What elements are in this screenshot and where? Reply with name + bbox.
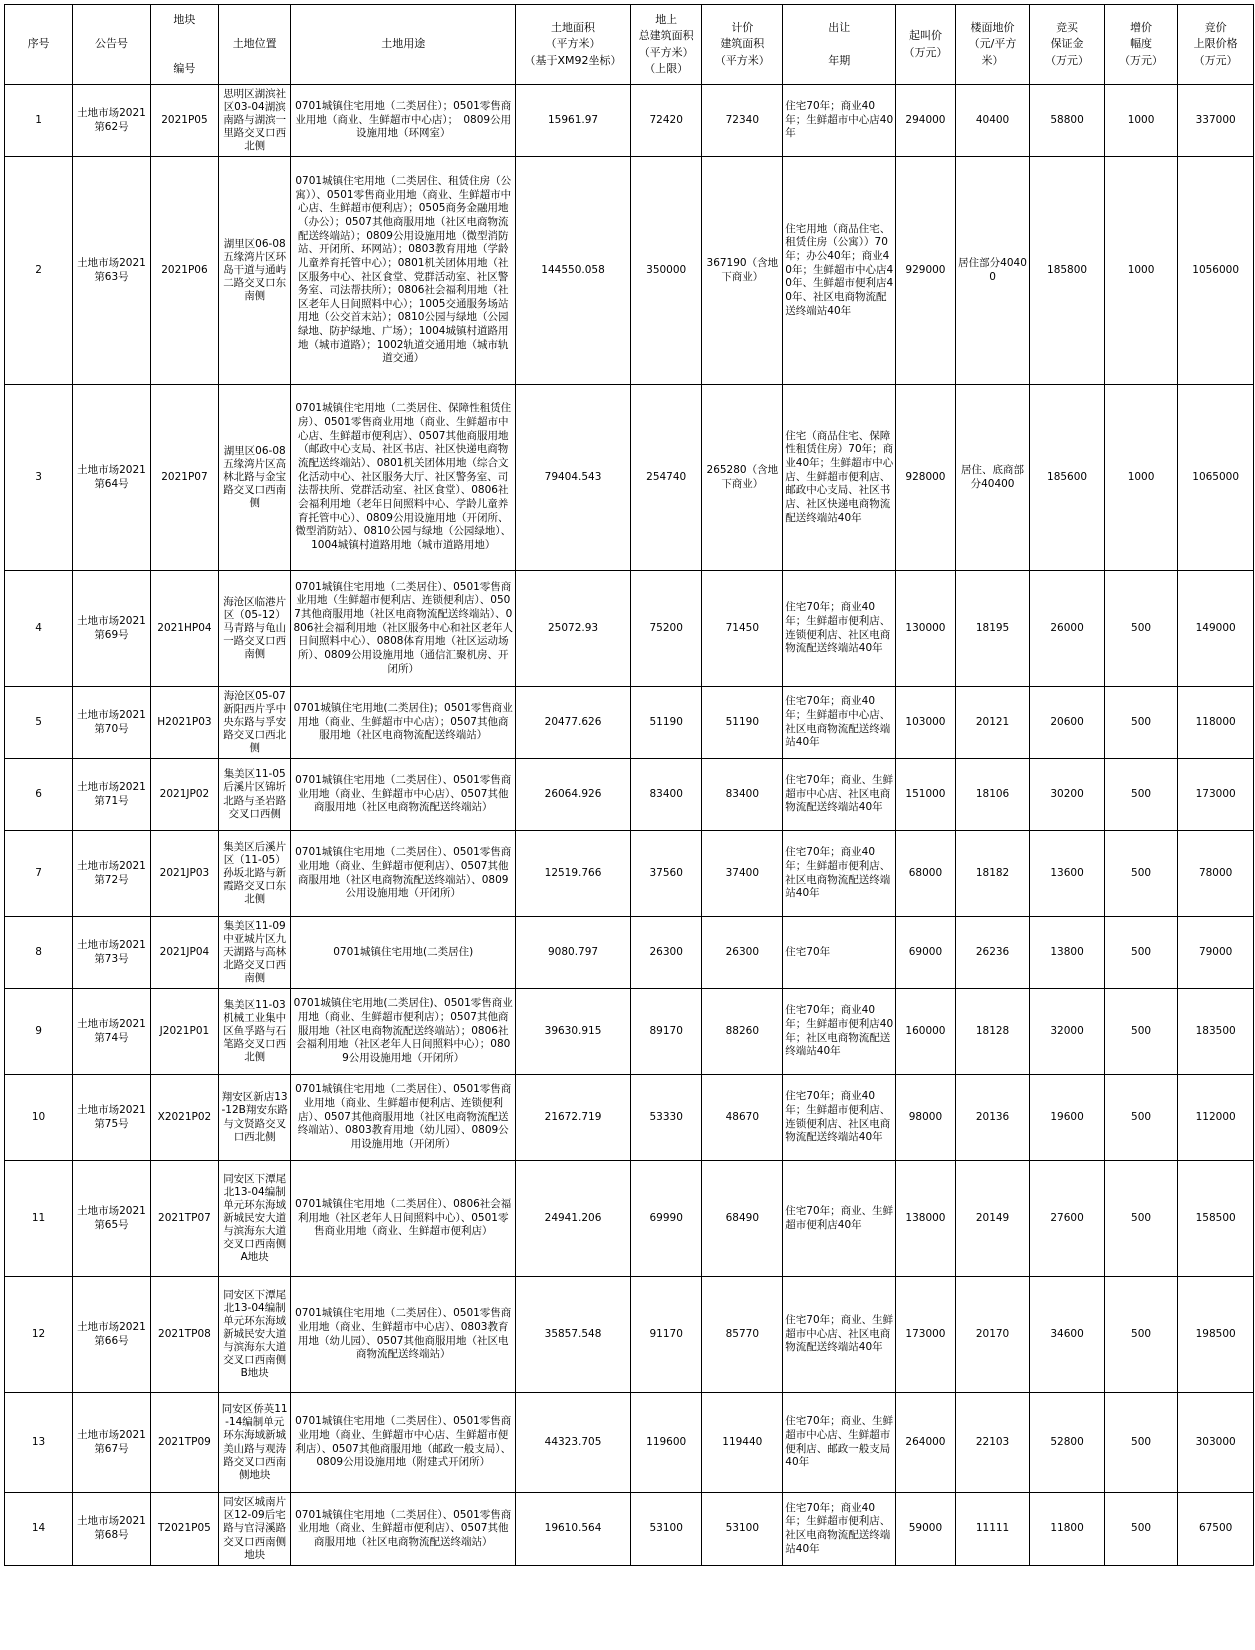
cell-notice: 土地市场2021第65号 [73,1161,151,1277]
cell-term: 住宅70年；商业、生鲜超市中心店、社区电商物流配送终端站40年 [783,759,896,831]
cell-pricing-gfa: 51190 [702,687,783,759]
header-seq: 序号 [5,5,73,85]
cell-code: 2021HP04 [150,571,218,687]
cell-use: 0701城镇住宅用地（二类居住）、0501零售商业用地（商业、生鲜超市便利店）、0507其他商服用地（社区电商物流配送终端站） [291,1493,516,1566]
cell-location: 集美区后溪片区（11-05）孙坂北路与新霞路交叉口东北侧 [219,831,291,917]
cell-start-price: 138000 [896,1161,956,1277]
cell-use: 0701城镇住宅用地(二类居住)；0501零售商业用地（商业、生鲜超市中心店）；0507其他商服用地（社区电商物流配送终端站） [291,687,516,759]
cell-ground-gfa: 75200 [631,571,702,687]
cell-use: 0701城镇住宅用地（二类居住）；0501零售商业用地（商业、生鲜超市中心店）； 0809公用设施用地（环网室） [291,85,516,157]
cell-location: 思明区湖滨社区03-04湖滨南路与湖滨一里路交叉口西北侧 [219,85,291,157]
cell-notice: 土地市场2021第75号 [73,1075,151,1161]
cell-notice: 土地市场2021第71号 [73,759,151,831]
cell-increment: 500 [1104,1393,1177,1493]
cell-location: 湖里区06-08五缘湾片区环岛干道与通屿二路交叉口东南侧 [219,157,291,385]
cell-cap-price: 1056000 [1178,157,1254,385]
cell-start-price: 151000 [896,759,956,831]
cell-use: 0701城镇住宅用地(二类居住) [291,917,516,989]
header-increment: 增价 幅度 （万元） [1104,5,1177,85]
header-deposit: 竞买 保证金 （万元） [1030,5,1105,85]
header-start-price: 起叫价 （万元） [896,5,956,85]
cell-pricing-gfa: 48670 [702,1075,783,1161]
cell-code: 2021P07 [150,385,218,571]
cell-use: 0701城镇住宅用地（二类居住）、0501零售商业用地（商业、生鲜超市便利店、连锁便利店）、0507其他商服用地（社区电商物流配送终端站）、0803教育用地（幼儿园）、0809公用设施用地（开闭所） [291,1075,516,1161]
cell-seq: 3 [5,385,73,571]
cell-seq: 6 [5,759,73,831]
cell-cap-price: 149000 [1178,571,1254,687]
cell-code: T2021P05 [150,1493,218,1566]
cell-area: 35857.548 [516,1277,631,1393]
cell-use: 0701城镇住宅用地(二类居住)、0501零售商业用地（商业、生鲜超市便利店）；0507其他商服用地（社区电商物流配送终端站）；0806社会福利用地（社区老年人日间照料中心）；0809公用设施用地（开闭所） [291,989,516,1075]
header-use: 土地用途 [291,5,516,85]
cell-notice: 土地市场2021第63号 [73,157,151,385]
table-row [5,85,1254,157]
cell-use: 0701城镇住宅用地（二类居住、保障性租赁住房）、0501零售商业用地（商业、生鲜超市中心店、生鲜超市便利店）、0507其他商服用地（邮政中心支局、社区书店、社区快递电商物流配送终端站）、0801机关团体用地（综合文化活动中心、社区服务大厅、社区警务室、司法帮扶所、党群活动室、社区食堂）、0806社会福利用地（老年日间照料中心、学龄儿童养育托管中心）、0809公用设施用地（开闭所、微型消防站）、0810公园与绿地（公园绿地）、1004城镇村道路用地（城市道路用地） [291,385,516,571]
table-row [5,989,1254,1075]
land-auction-table [4,4,1254,1566]
cell-cap-price: 158500 [1178,1161,1254,1277]
table-row [5,687,1254,759]
cell-deposit: 34600 [1030,1277,1105,1393]
cell-seq: 14 [5,1493,73,1566]
cell-location: 集美区11-05后溪片区锦圻北路与圣岩路交叉口西侧 [219,759,291,831]
cell-area: 15961.97 [516,85,631,157]
cell-deposit: 30200 [1030,759,1105,831]
cell-notice: 土地市场2021第70号 [73,687,151,759]
cell-code: J2021P01 [150,989,218,1075]
cell-floor-price: 26236 [955,917,1030,989]
header-row [5,5,1254,85]
cell-increment: 1000 [1104,85,1177,157]
cell-floor-price: 20121 [955,687,1030,759]
cell-seq: 1 [5,85,73,157]
cell-use: 0701城镇住宅用地（二类居住）、0806社会福利用地（社区老年人日间照料中心）、0501零售商业用地（商业、生鲜超市便利店） [291,1161,516,1277]
cell-notice: 土地市场2021第74号 [73,989,151,1075]
cell-cap-price: 198500 [1178,1277,1254,1393]
cell-code: 2021TP09 [150,1393,218,1493]
cell-location: 同安区侨英11-14编制单元环东海域新城美山路与观涛路交叉口西南侧地块 [219,1393,291,1493]
cell-area: 25072.93 [516,571,631,687]
cell-area: 20477.626 [516,687,631,759]
cell-term: 住宅70年；商业40年；生鲜超市便利店、连锁便利店、社区电商物流配送终端站40年 [783,571,896,687]
cell-code: 2021P05 [150,85,218,157]
cell-pricing-gfa: 119440 [702,1393,783,1493]
header-code: 地块 编号 [150,5,218,85]
cell-seq: 10 [5,1075,73,1161]
cell-seq: 12 [5,1277,73,1393]
cell-floor-price: 18182 [955,831,1030,917]
cell-pricing-gfa: 71450 [702,571,783,687]
cell-area: 39630.915 [516,989,631,1075]
cell-increment: 500 [1104,687,1177,759]
cell-deposit: 52800 [1030,1393,1105,1493]
header-pricing-gfa: 计价 建筑面积 （平方米） [702,5,783,85]
cell-ground-gfa: 69990 [631,1161,702,1277]
cell-area: 21672.719 [516,1075,631,1161]
cell-use: 0701城镇住宅用地（二类居住）、0501零售商业用地（商业、生鲜超市便利店）、0507其他商服用地（社区电商物流配送终端站）、0809公用设施用地（开闭所） [291,831,516,917]
header-floor-price: 楼面地价 （元/平方 米） [955,5,1030,85]
cell-pricing-gfa: 53100 [702,1493,783,1566]
cell-term: 住宅70年；商业、生鲜超市中心店、社区电商物流配送终端站40年 [783,1277,896,1393]
cell-pricing-gfa: 85770 [702,1277,783,1393]
cell-notice: 土地市场2021第66号 [73,1277,151,1393]
cell-location: 集美区11-09中亚城片区九天湖路与高林北路交叉口西南侧 [219,917,291,989]
cell-code: 2021JP03 [150,831,218,917]
cell-term: 住宅70年；商业40年；生鲜超市中心店、社区电商物流配送终端站40年 [783,687,896,759]
cell-increment: 500 [1104,831,1177,917]
table-row [5,157,1254,385]
cell-area: 12519.766 [516,831,631,917]
cell-floor-price: 22103 [955,1393,1030,1493]
cell-start-price: 294000 [896,85,956,157]
cell-ground-gfa: 350000 [631,157,702,385]
cell-floor-price: 居住部分40400 [955,157,1030,385]
cell-seq: 2 [5,157,73,385]
cell-location: 海沧区临港片区（05-12）马青路与龟山一路交叉口西南侧 [219,571,291,687]
cell-pricing-gfa: 367190（含地下商业） [702,157,783,385]
cell-area: 9080.797 [516,917,631,989]
cell-term: 住宅70年；商业、生鲜超市中心店、生鲜超市便利店、邮政一般支局40年 [783,1393,896,1493]
cell-code: H2021P03 [150,687,218,759]
cell-location: 海沧区05-07新阳西片孚中央东路与孚安路交叉口西北侧 [219,687,291,759]
cell-increment: 500 [1104,1493,1177,1566]
cell-floor-price: 20149 [955,1161,1030,1277]
cell-use: 0701城镇住宅用地（二类居住）、0501零售商业用地（商业、生鲜超市中心店、生鲜超市便利店）、0507其他商服用地（邮政一般支局）、0809公用设施用地（附建式开闭所） [291,1393,516,1493]
cell-term: 住宅用地（商品住宅、租赁住房（公寓））70年；办公40年；商业40年；生鲜超市中心店40年、生鲜超市便利店40年、社区电商物流配送终端站40年 [783,157,896,385]
cell-deposit: 32000 [1030,989,1105,1075]
cell-ground-gfa: 119600 [631,1393,702,1493]
cell-code: 2021TP08 [150,1277,218,1393]
cell-start-price: 264000 [896,1393,956,1493]
cell-increment: 500 [1104,917,1177,989]
cell-area: 44323.705 [516,1393,631,1493]
cell-area: 24941.206 [516,1161,631,1277]
cell-deposit: 13800 [1030,917,1105,989]
table-row [5,917,1254,989]
cell-code: 2021JP04 [150,917,218,989]
cell-deposit: 58800 [1030,85,1105,157]
table-row [5,1393,1254,1493]
cell-pricing-gfa: 37400 [702,831,783,917]
cell-increment: 500 [1104,759,1177,831]
cell-cap-price: 183500 [1178,989,1254,1075]
cell-start-price: 59000 [896,1493,956,1566]
cell-location: 翔安区新店13-12B翔安东路与文贤路交叉口西北侧 [219,1075,291,1161]
cell-term: 住宅70年；商业、生鲜超市便利店40年 [783,1161,896,1277]
cell-ground-gfa: 89170 [631,989,702,1075]
cell-term: 住宅70年；商业40年；生鲜超市便利店、社区电商物流配送终端站40年 [783,831,896,917]
cell-location: 同安区下潭尾北13-04编制单元环东海域新城民安大道与滨海东大道交叉口西南侧B地块 [219,1277,291,1393]
cell-start-price: 928000 [896,385,956,571]
cell-seq: 8 [5,917,73,989]
cell-start-price: 130000 [896,571,956,687]
cell-floor-price: 居住、底商部分40400 [955,385,1030,571]
cell-increment: 1000 [1104,157,1177,385]
cell-seq: 5 [5,687,73,759]
cell-deposit: 185800 [1030,157,1105,385]
cell-increment: 500 [1104,989,1177,1075]
cell-increment: 1000 [1104,385,1177,571]
cell-ground-gfa: 91170 [631,1277,702,1393]
header-notice: 公告号 [73,5,151,85]
cell-floor-price: 11111 [955,1493,1030,1566]
cell-seq: 9 [5,989,73,1075]
cell-seq: 11 [5,1161,73,1277]
table-row [5,1277,1254,1393]
table-row [5,759,1254,831]
cell-deposit: 13600 [1030,831,1105,917]
cell-start-price: 173000 [896,1277,956,1393]
cell-pricing-gfa: 265280（含地下商业） [702,385,783,571]
cell-notice: 土地市场2021第73号 [73,917,151,989]
header-cap-price: 竞价 上限价格 （万元） [1178,5,1254,85]
header-area: 土地面积 （平方米） （基于XM92坐标） [516,5,631,85]
cell-ground-gfa: 53100 [631,1493,702,1566]
cell-code: 2021JP02 [150,759,218,831]
cell-cap-price: 303000 [1178,1393,1254,1493]
cell-location: 湖里区06-08五缘湾片区高林北路与金宝路交叉口西南侧 [219,385,291,571]
cell-seq: 13 [5,1393,73,1493]
cell-increment: 500 [1104,571,1177,687]
cell-pricing-gfa: 88260 [702,989,783,1075]
header-location: 土地位置 [219,5,291,85]
cell-area: 26064.926 [516,759,631,831]
cell-ground-gfa: 37560 [631,831,702,917]
cell-use: 0701城镇住宅用地（二类居住）、0501零售商业用地（商业、生鲜超市中心店）、0507其他商服用地（社区电商物流配送终端站） [291,759,516,831]
cell-cap-price: 79000 [1178,917,1254,989]
cell-ground-gfa: 254740 [631,385,702,571]
cell-pricing-gfa: 72340 [702,85,783,157]
cell-notice: 土地市场2021第68号 [73,1493,151,1566]
cell-deposit: 20600 [1030,687,1105,759]
cell-code: 2021P06 [150,157,218,385]
cell-pricing-gfa: 26300 [702,917,783,989]
cell-notice: 土地市场2021第64号 [73,385,151,571]
table-row [5,385,1254,571]
cell-start-price: 929000 [896,157,956,385]
cell-floor-price: 18195 [955,571,1030,687]
cell-cap-price: 337000 [1178,85,1254,157]
cell-floor-price: 18128 [955,989,1030,1075]
cell-cap-price: 67500 [1178,1493,1254,1566]
cell-term: 住宅70年；商业40年；生鲜超市中心店40年 [783,85,896,157]
table-body [5,85,1254,1566]
cell-term: 住宅70年；商业40年；生鲜超市便利店、连锁便利店、社区电商物流配送终端站40年 [783,1075,896,1161]
cell-deposit: 26000 [1030,571,1105,687]
cell-ground-gfa: 51190 [631,687,702,759]
header-ground-gfa: 地上 总建筑面积 （平方米） （上限） [631,5,702,85]
cell-pricing-gfa: 83400 [702,759,783,831]
cell-notice: 土地市场2021第62号 [73,85,151,157]
cell-seq: 4 [5,571,73,687]
cell-area: 79404.543 [516,385,631,571]
cell-term: 住宅（商品住宅、保障性租赁住房）70年；商业40年；生鲜超市中心店、生鲜超市便利店、邮政中心支局、社区书店、社区快递电商物流配送终端站40年 [783,385,896,571]
cell-start-price: 69000 [896,917,956,989]
cell-cap-price: 1065000 [1178,385,1254,571]
cell-start-price: 98000 [896,1075,956,1161]
cell-deposit: 19600 [1030,1075,1105,1161]
cell-cap-price: 78000 [1178,831,1254,917]
cell-area: 19610.564 [516,1493,631,1566]
cell-location: 同安区城南片区12-09后宅路与官浔溪路交叉口西南侧地块 [219,1493,291,1566]
cell-use: 0701城镇住宅用地（二类居住）、0501零售商业用地（商业、生鲜超市中心店）、0803教育用地（幼儿园）、0507其他商服用地（社区电商物流配送终端站） [291,1277,516,1393]
cell-notice: 土地市场2021第67号 [73,1393,151,1493]
cell-code: 2021TP07 [150,1161,218,1277]
cell-floor-price: 20136 [955,1075,1030,1161]
cell-cap-price: 173000 [1178,759,1254,831]
cell-floor-price: 18106 [955,759,1030,831]
cell-start-price: 103000 [896,687,956,759]
cell-term: 住宅70年；商业40年；生鲜超市便利店40年；社区电商物流配送终端站40年 [783,989,896,1075]
cell-term: 住宅70年；商业40年；生鲜超市便利店、社区电商物流配送终端站40年 [783,1493,896,1566]
cell-deposit: 11800 [1030,1493,1105,1566]
header-term: 出让 年期 [783,5,896,85]
cell-increment: 500 [1104,1161,1177,1277]
cell-start-price: 160000 [896,989,956,1075]
cell-notice: 土地市场2021第72号 [73,831,151,917]
table-row [5,831,1254,917]
table-row [5,571,1254,687]
cell-cap-price: 112000 [1178,1075,1254,1161]
cell-floor-price: 20170 [955,1277,1030,1393]
table-row [5,1493,1254,1566]
cell-pricing-gfa: 68490 [702,1161,783,1277]
table-row [5,1075,1254,1161]
cell-ground-gfa: 26300 [631,917,702,989]
cell-term: 住宅70年 [783,917,896,989]
cell-notice: 土地市场2021第69号 [73,571,151,687]
cell-deposit: 27600 [1030,1161,1105,1277]
cell-seq: 7 [5,831,73,917]
cell-ground-gfa: 53330 [631,1075,702,1161]
cell-increment: 500 [1104,1075,1177,1161]
cell-start-price: 68000 [896,831,956,917]
cell-area: 144550.058 [516,157,631,385]
table-row [5,1161,1254,1277]
cell-ground-gfa: 72420 [631,85,702,157]
cell-increment: 500 [1104,1277,1177,1393]
cell-code: X2021P02 [150,1075,218,1161]
cell-use: 0701城镇住宅用地（二类居住、租赁住房（公寓））、0501零售商业用地（商业、生鲜超市中心店、生鲜超市便利店）；0505商务金融用地（办公）；0507其他商服用地（社区电商物流配送终端站）；0809公用设施用地（微型消防站、开闭所、环网站）；0803教育用地（学龄儿童养育托管中心）；0801机关团体用地（社区服务中心、社区食堂、党群活动室、社区警务室、司法帮扶所）；0806社会福利用地（社区老年人日间照料中心）；1005交通服务场站用地（公交首末站）；0810公园与绿地（公园绿地、防护绿地、广场）；1004城镇村道路用地（城市道路）；1002轨道交通用地（城市轨道交通） [291,157,516,385]
cell-location: 集美区11-03机械工业集中区鱼孚路与石笔路交叉口西北侧 [219,989,291,1075]
cell-cap-price: 118000 [1178,687,1254,759]
cell-ground-gfa: 83400 [631,759,702,831]
cell-floor-price: 40400 [955,85,1030,157]
cell-use: 0701城镇住宅用地（二类居住）、0501零售商业用地（生鲜超市便利店、连锁便利店）、0507其他商服用地（社区电商物流配送终端站）、0806社会福利用地（社区服务中心和社区老年人日间照料中心）、0808体育用地（社区运动场所）、0809公用设施用地（通信汇聚机房、开闭所） [291,571,516,687]
cell-location: 同安区下潭尾北13-04编制单元环东海域新城民安大道与滨海东大道交叉口西南侧A地块 [219,1161,291,1277]
cell-deposit: 185600 [1030,385,1105,571]
